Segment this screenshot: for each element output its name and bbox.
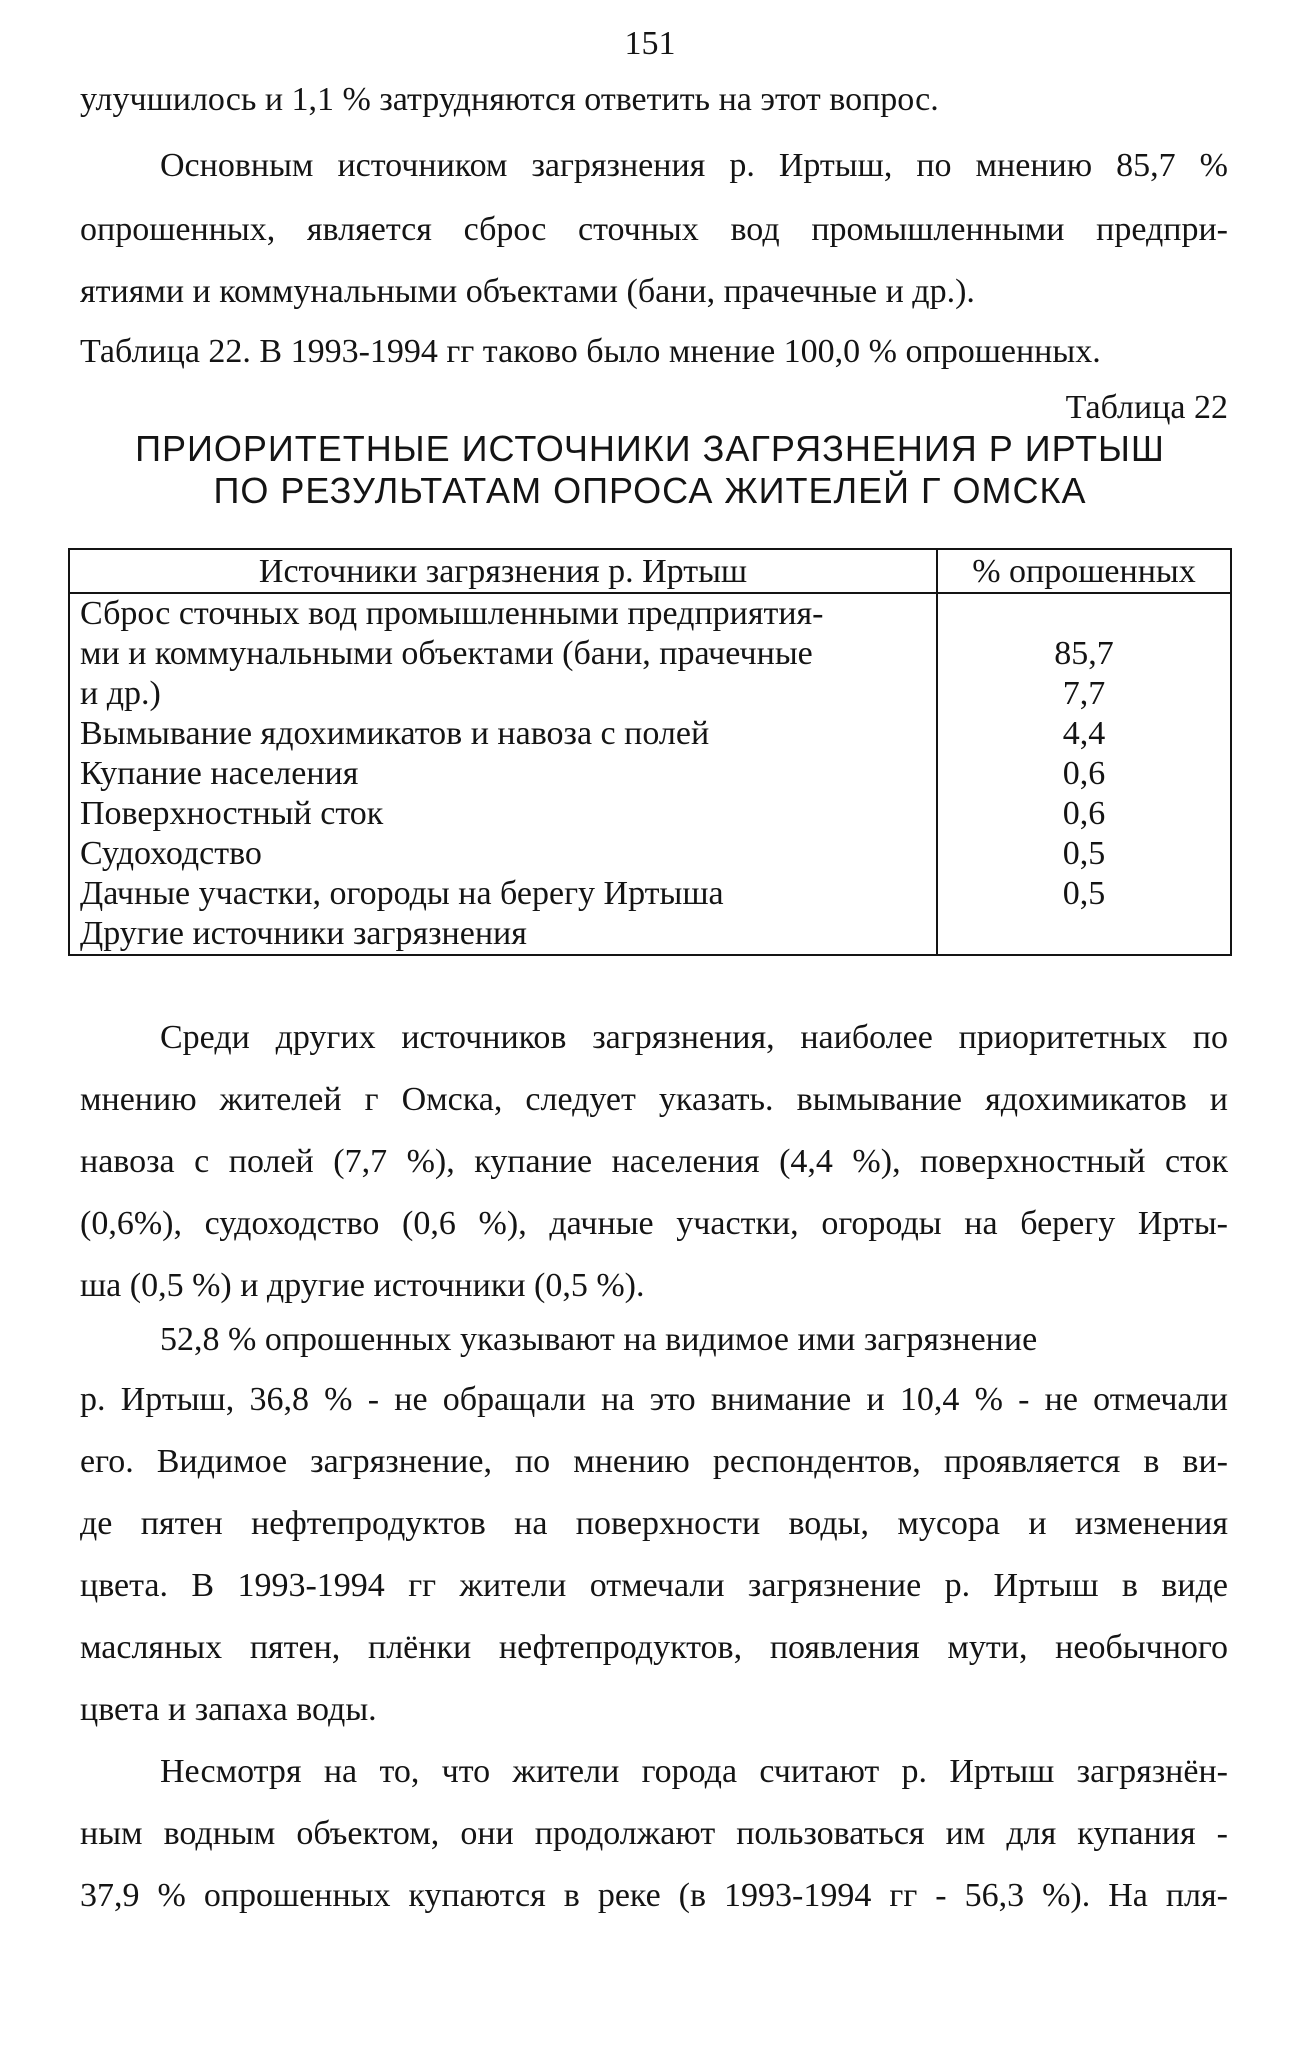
column-header: % опрошенных — [937, 549, 1231, 593]
text-line: Несмотря на то, что жители города считают р. Иртыш загрязнён- — [160, 1753, 1228, 1790]
text-line: мнению жителей г Омска, следует указать. вымывание ядохимикатов и — [80, 1081, 1228, 1118]
text-line: ятиями и коммунальными объектами (бани, прачечные и др.). — [80, 273, 975, 310]
text-line: навоза с полей (7,7 %), купание населения (4,4 %), поверхностный сток — [80, 1143, 1228, 1180]
text-line: р. Иртыш, 36,8 % - не обращали на это внимание и 10,4 % - не отмечали — [80, 1381, 1228, 1418]
column-header: Источники загрязнения р. Иртыш — [69, 549, 937, 593]
text-line: Таблица 22. В 1993-1994 гг таково было мнение 100,0 % опрошенных. — [80, 333, 1101, 370]
percent-cell — [937, 593, 1231, 955]
percent-value: 7,7 — [1062, 675, 1106, 712]
sources-cell — [69, 593, 937, 955]
percent-value: 85,7 — [1054, 635, 1114, 672]
text-line: опрошенных, является сброс сточных вод промышленными предпри- — [80, 211, 1228, 248]
text-line: Основным источником загрязнения р. Иртыш, по мнению 85,7 % — [160, 147, 1228, 184]
text-line: цвета. В 1993-1994 гг жители отмечали загрязнение р. Иртыш в виде — [80, 1567, 1228, 1604]
source-line: Судоходство — [80, 835, 262, 872]
text-line: де пятен нефтепродуктов на поверхности воды, мусора и изменения — [80, 1505, 1228, 1542]
table-label: Таблица 22 — [1065, 389, 1228, 426]
pollution-sources-table — [68, 548, 1232, 956]
text-line: его. Видимое загрязнение, по мнению респондентов, проявляется в ви- — [80, 1443, 1228, 1480]
percent-value: 4,4 — [1062, 715, 1106, 752]
percent-value: 0,6 — [1062, 755, 1106, 792]
source-line: Дачные участки, огороды на берегу Иртыша — [80, 875, 724, 912]
source-line: и др.) — [80, 675, 161, 712]
text-line: ным водным объектом, они продолжают пользоваться им для купания - — [80, 1815, 1228, 1852]
table-header-row — [69, 549, 1231, 593]
table-title: ПО РЕЗУЛЬТАТАМ ОПРОСА ЖИТЕЛЕЙ Г ОМСКА — [213, 470, 1087, 511]
percent-value: 0,5 — [1062, 875, 1106, 912]
page-number: 151 — [624, 25, 676, 62]
text-line: улучшилось и 1,1 % затрудняются ответить на этот вопрос. — [80, 81, 939, 118]
source-line: Купание населения — [80, 755, 359, 792]
text-line: ша (0,5 %) и другие источники (0,5 %). — [80, 1267, 645, 1304]
text-line: масляных пятен, плёнки нефтепродуктов, появления мути, необычного — [80, 1629, 1228, 1666]
source-line: Поверхностный сток — [80, 795, 384, 832]
table-row — [69, 593, 1231, 955]
source-line: Другие источники загрязнения — [80, 915, 527, 952]
text-line: Среди других источников загрязнения, наиболее приоритетных по — [160, 1019, 1228, 1056]
source-line: Вымывание ядохимикатов и навоза с полей — [80, 715, 710, 752]
text-line: цвета и запаха воды. — [80, 1691, 377, 1728]
source-line: Сброс сточных вод промышленными предприятия- — [80, 595, 824, 632]
table-title: ПРИОРИТЕТНЫЕ ИСТОЧНИКИ ЗАГРЯЗНЕНИЯ Р ИРТЫШ — [135, 428, 1165, 469]
source-line: ми и коммунальными объектами (бани, прачечные — [80, 635, 813, 672]
text-line: (0,6%), судоходство (0,6 %), дачные участки, огороды на берегу Ирты- — [80, 1205, 1228, 1242]
text-line: 52,8 % опрошенных указывают на видимое ими загрязнение — [160, 1321, 1038, 1358]
percent-value: 0,5 — [1062, 835, 1106, 872]
text-line: 37,9 % опрошенных купаются в реке (в 1993-1994 гг - 56,3 %). На пля- — [80, 1877, 1228, 1914]
percent-value: 0,6 — [1062, 795, 1106, 832]
